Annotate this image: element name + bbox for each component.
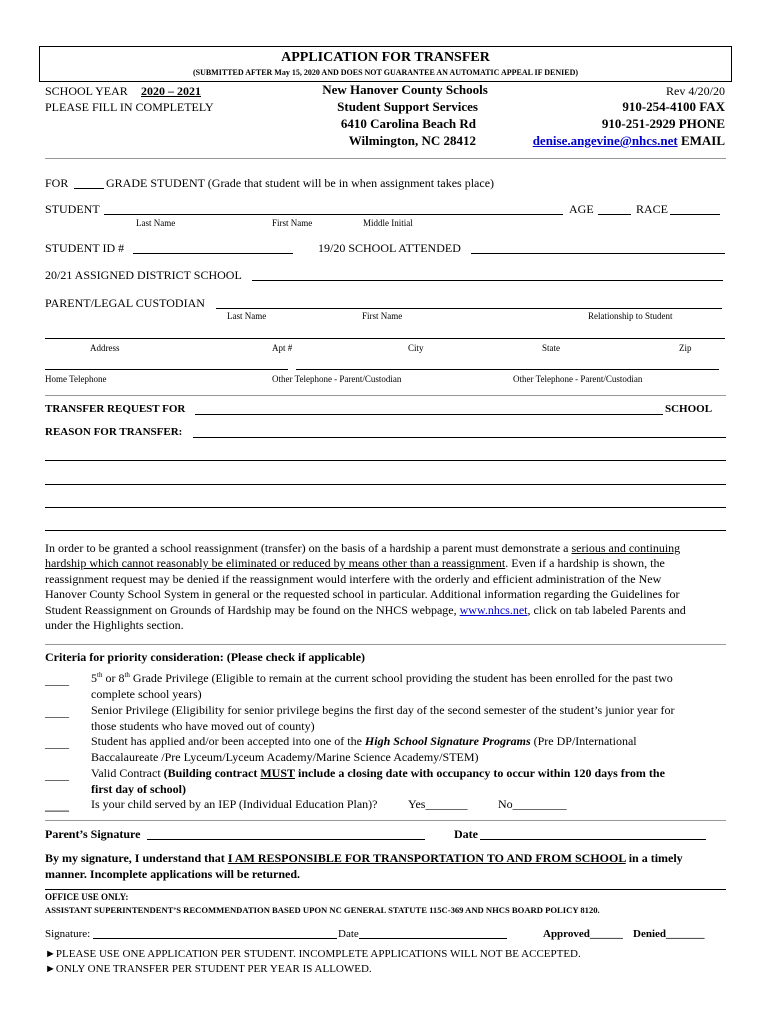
grade-label: GRADE STUDENT (Grade that student will be in when assignment takes place) [106, 176, 495, 190]
section-divider-1 [45, 395, 726, 396]
reason-label: REASON FOR TRANSFER: [45, 426, 183, 438]
office-signature-label: Signature: [45, 928, 91, 940]
office-date-label: Date [338, 928, 359, 940]
parent-first-name-caption: First Name [362, 311, 403, 321]
criteria-item-2: Senior Privilege (Eligibility for senior privilege begins the first day of the second semester of the student’s junior year for [91, 703, 675, 717]
criteria-item-2-cont: those students who have moved out of county) [91, 719, 315, 733]
parent-label: PARENT/LEGAL CUSTODIAN [45, 296, 205, 310]
reason-field-3[interactable] [45, 484, 726, 485]
iep-no-field[interactable]: No_________ [498, 797, 567, 811]
phone-number: 910-251-2929 PHONE [601, 116, 725, 131]
office-recommendation: ASSISTANT SUPERINTENDENT’S RECOMMENDATION BASED UPON NC GENERAL STATUTE 115C-369 AND NHCS BOARD POLICY 8120. [45, 905, 600, 915]
address-caption: Address [90, 343, 120, 353]
city-caption: City [408, 343, 424, 353]
note-one-transfer: ►ONLY ONE TRANSFER PER STUDENT PER YEAR IS ALLOWED. [45, 963, 372, 975]
other-phone-field-2[interactable] [512, 369, 719, 370]
grade-field[interactable] [74, 188, 104, 189]
home-phone-field[interactable] [45, 369, 288, 370]
office-date-field[interactable] [359, 938, 507, 939]
page-title: APPLICATION FOR TRANSFER [281, 50, 490, 65]
reason-field-4[interactable] [45, 507, 726, 508]
student-name-field[interactable] [104, 214, 563, 215]
transfer-request-label: TRANSFER REQUEST FOR [45, 403, 186, 415]
other-phone-caption-2: Other Telephone - Parent/Custodian [513, 374, 643, 384]
section-divider-4 [45, 889, 726, 890]
parent-last-name-caption: Last Name [227, 311, 267, 321]
org-city: Wilmington, NC 28412 [348, 133, 476, 148]
denied-field[interactable]: Denied_______ [633, 928, 705, 940]
office-signature-field[interactable] [93, 938, 337, 939]
org-name: New Hanover County Schools [322, 82, 488, 97]
criteria-check-1[interactable]: ____ [45, 673, 69, 687]
approved-field[interactable]: Approved______ [543, 928, 623, 940]
criteria-item-4-cont: first day of school) [91, 782, 186, 796]
email-row [500, 133, 725, 149]
nhcs-link[interactable]: www.nhcs.net [459, 603, 528, 617]
student-label: STUDENT [45, 202, 100, 216]
parent-name-field[interactable] [216, 308, 722, 309]
school-label: SCHOOL [665, 403, 713, 415]
school-year-label: SCHOOL YEAR [45, 84, 128, 98]
iep-yes-field[interactable]: Yes_______ [408, 797, 468, 811]
criteria-check-4[interactable]: ____ [45, 768, 69, 782]
parent-signature-field[interactable] [147, 839, 425, 840]
responsibility-line-1: By my signature, I understand that I AM RESPONSIBLE FOR TRANSPORTATION TO AND FROM SCHOOL in a timely [45, 851, 683, 865]
reason-field-1[interactable] [193, 437, 726, 438]
school-attended-label: 19/20 SCHOOL ATTENDED [318, 241, 461, 255]
first-name-caption: First Name [272, 218, 313, 228]
parent-signature-label: Parent’s Signature [45, 827, 141, 841]
other-phone-field-1[interactable] [296, 369, 516, 370]
email-link[interactable]: denise.angevine@nhcs.net [532, 133, 678, 148]
student-id-field[interactable] [133, 253, 293, 254]
hardship-line-3: reassignment request may be denied if the reassignment would interfere with the orderly and efficient administration of the New [45, 572, 662, 586]
criteria-check-2[interactable]: ____ [45, 705, 69, 719]
reason-field-2[interactable] [45, 460, 726, 461]
org-street: 6410 Carolina Beach Rd [340, 116, 476, 131]
zip-caption: Zip [679, 343, 692, 353]
hardship-line-5: Student Reassignment on Grounds of Hardship may be found on the NHCS webpage, www.nhcs.net, click on tab labeled Parents and [45, 603, 686, 617]
for-label: FOR [45, 176, 69, 190]
office-use-heading: OFFICE USE ONLY: [45, 892, 129, 902]
criteria-item-3: Student has applied and/or been accepted into one of the High School Signature Programs (Pre DP/International [91, 734, 637, 748]
state-caption: State [542, 343, 560, 353]
assigned-school-field[interactable] [252, 280, 723, 281]
criteria-item-4: Valid Contract (Building contract MUST include a closing date with occupancy to occur within 120 days from the [91, 766, 665, 780]
criteria-item-3-cont: Baccalaureate /Pre Lyceum/Lyceum Academy/Marine Science Academy/STEM) [91, 750, 479, 764]
criteria-heading: Criteria for priority consideration: (Please check if applicable) [45, 650, 366, 664]
hardship-line-1: In order to be granted a school reassignment (transfer) on the basis of a hardship a parent must demonstrate a serious and continuing [45, 541, 681, 555]
school-year-value: 2020 – 2021 [141, 84, 201, 98]
section-divider-3 [45, 820, 726, 821]
header-divider [45, 158, 726, 159]
last-name-caption: Last Name [136, 218, 176, 228]
page-subtitle: (SUBMITTED AFTER May 15, 2020 AND DOES NOT GUARANTEE AN AUTOMATIC APPEAL IF DENIED) [192, 68, 579, 77]
criteria-check-5[interactable]: ____ [45, 799, 69, 813]
signature-date-field[interactable] [480, 839, 706, 840]
signature-date-label: Date [454, 827, 478, 841]
hardship-line-4: Hanover County School System in general or the requested school in particular. Additional information regarding the Guidelines for [45, 587, 680, 601]
relationship-caption: Relationship to Student [588, 311, 673, 321]
responsibility-line-2: manner. Incomplete applications will be returned. [45, 867, 301, 881]
student-id-label: STUDENT ID # [45, 241, 125, 255]
note-one-application: ►PLEASE USE ONE APPLICATION PER STUDENT. INCOMPLETE APPLICATIONS WILL NOT BE ACCEPTED. [45, 948, 581, 960]
section-divider-2 [45, 644, 726, 645]
race-label: RACE [636, 202, 669, 216]
email-label: EMAIL [680, 133, 725, 148]
age-field[interactable] [598, 214, 631, 215]
reason-field-5[interactable] [45, 530, 726, 531]
school-attended-field[interactable] [471, 253, 725, 254]
criteria-item-1-cont: complete school years) [91, 687, 202, 701]
age-label: AGE [569, 202, 594, 216]
org-dept: Student Support Services [337, 99, 478, 114]
race-field[interactable] [670, 214, 720, 215]
revision: Rev 4/20/20 [666, 84, 725, 98]
criteria-check-3[interactable]: ____ [45, 736, 69, 750]
transfer-request-field[interactable] [195, 414, 663, 415]
fill-note: PLEASE FILL IN COMPLETELY [45, 100, 214, 114]
middle-initial-caption: Middle Initial [363, 218, 413, 228]
assigned-school-label: 20/21 ASSIGNED DISTRICT SCHOOL [45, 268, 242, 282]
hardship-line-2: hardship which cannot reasonably be eliminated or reduced by means other than a reassignment. Even if a hardship is shown, the [45, 556, 665, 570]
criteria-item-5: Is your child served by an IEP (Individual Education Plan)? [91, 797, 378, 811]
other-phone-caption-1: Other Telephone - Parent/Custodian [272, 374, 402, 384]
address-field[interactable] [45, 338, 725, 339]
criteria-item-1: 5th or 8th Grade Privilege (Eligible to remain at the current school providing the student has been enrolled for the past two [91, 671, 673, 685]
home-phone-caption: Home Telephone [45, 374, 107, 384]
fax-number: 910-254-4100 FAX [622, 99, 725, 114]
apt-caption: Apt # [272, 343, 293, 353]
hardship-line-6: under the Highlights section. [45, 618, 184, 632]
